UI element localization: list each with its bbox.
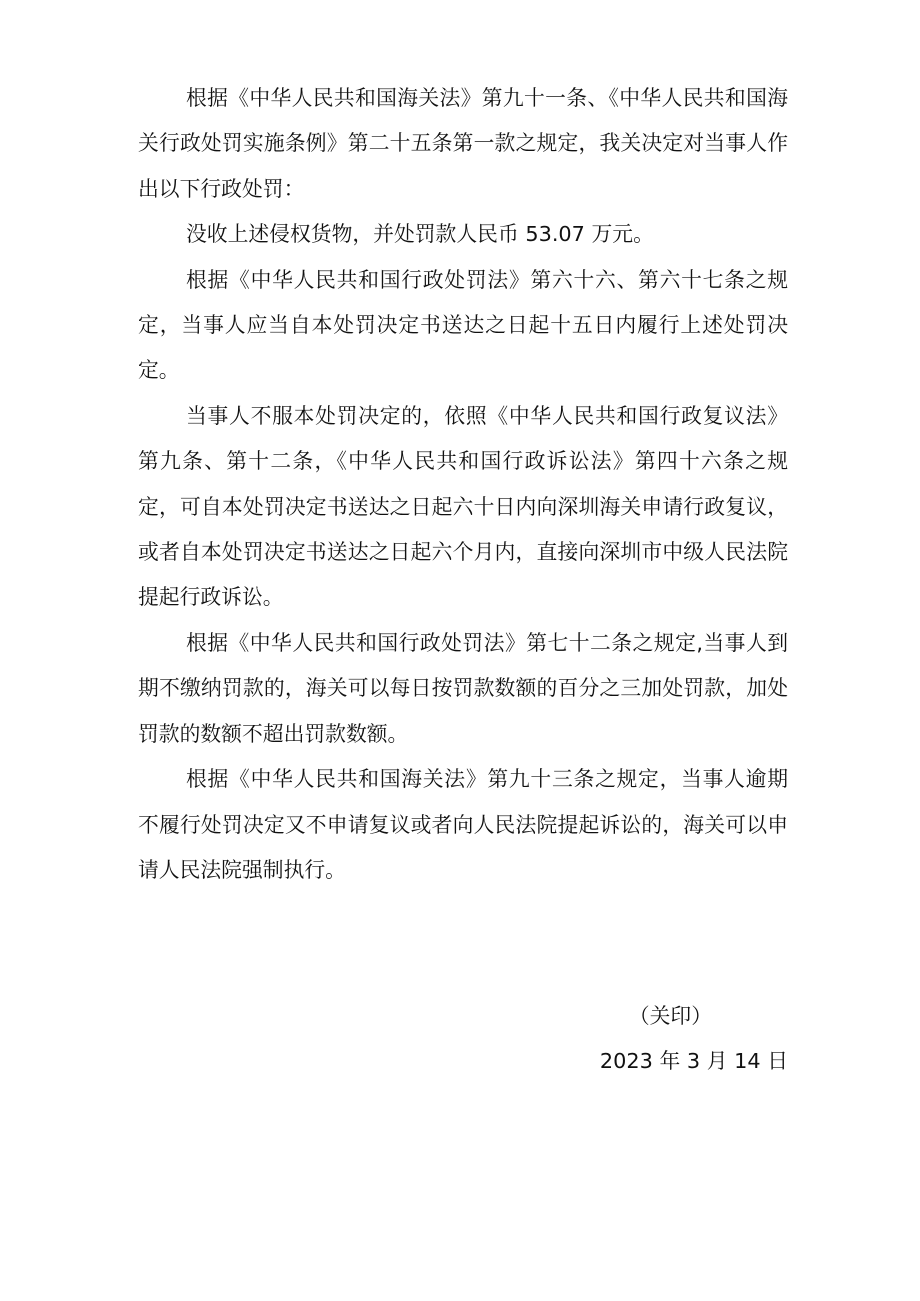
paragraph-appeal-rights: 当事人不服本处罚决定的，依照《中华人民共和国行政复议法》第九条、第十二条，《中华人民共和国行政诉讼法》第四十六条之规定，可自本处罚决定书送达之日起六十日内向深圳海关申请行政复议，或者自本处罚决定书送达之日起六个月内，直接向深圳市中级人民法院提起行政诉讼。 bbox=[138, 403, 788, 610]
paragraph-performance-deadline: 根据《中华人民共和国行政处罚法》第六十六、第六十七条之规定，当事人应当自本处罚决定书送达之日起十五日内履行上述处罚决定。 bbox=[138, 267, 788, 383]
seal-label: （关印） bbox=[628, 1004, 712, 1028]
issue-date: 2023 年 3 月 14 日 bbox=[599, 1049, 788, 1073]
decision-body bbox=[138, 76, 788, 893]
paragraph-late-penalty: 根据《中华人民共和国行政处罚法》第七十二条之规定,当事人到期不缴纳罚款的，海关可以每日按罚款数额的百分之三加处罚款，加处罚款的数额不超出罚款数额。 bbox=[138, 630, 788, 746]
paragraph-penalty-content: 没收上述侵权货物，并处罚款人民币 53.07 万元。 bbox=[186, 222, 654, 247]
paragraph-penalty-basis: 根据《中华人民共和国海关法》第九十一条、《中华人民共和国海关行政处罚实施条例》第二十五条第一款之规定，我关决定对当事人作出以下行政处罚： bbox=[138, 86, 788, 201]
signature-block bbox=[600, 994, 788, 1084]
paragraph-enforcement: 根据《中华人民共和国海关法》第九十三条之规定，当事人逾期不履行处罚决定又不申请复议或者向人民法院提起诉讼的，海关可以申请人民法院强制执行。 bbox=[138, 767, 788, 882]
